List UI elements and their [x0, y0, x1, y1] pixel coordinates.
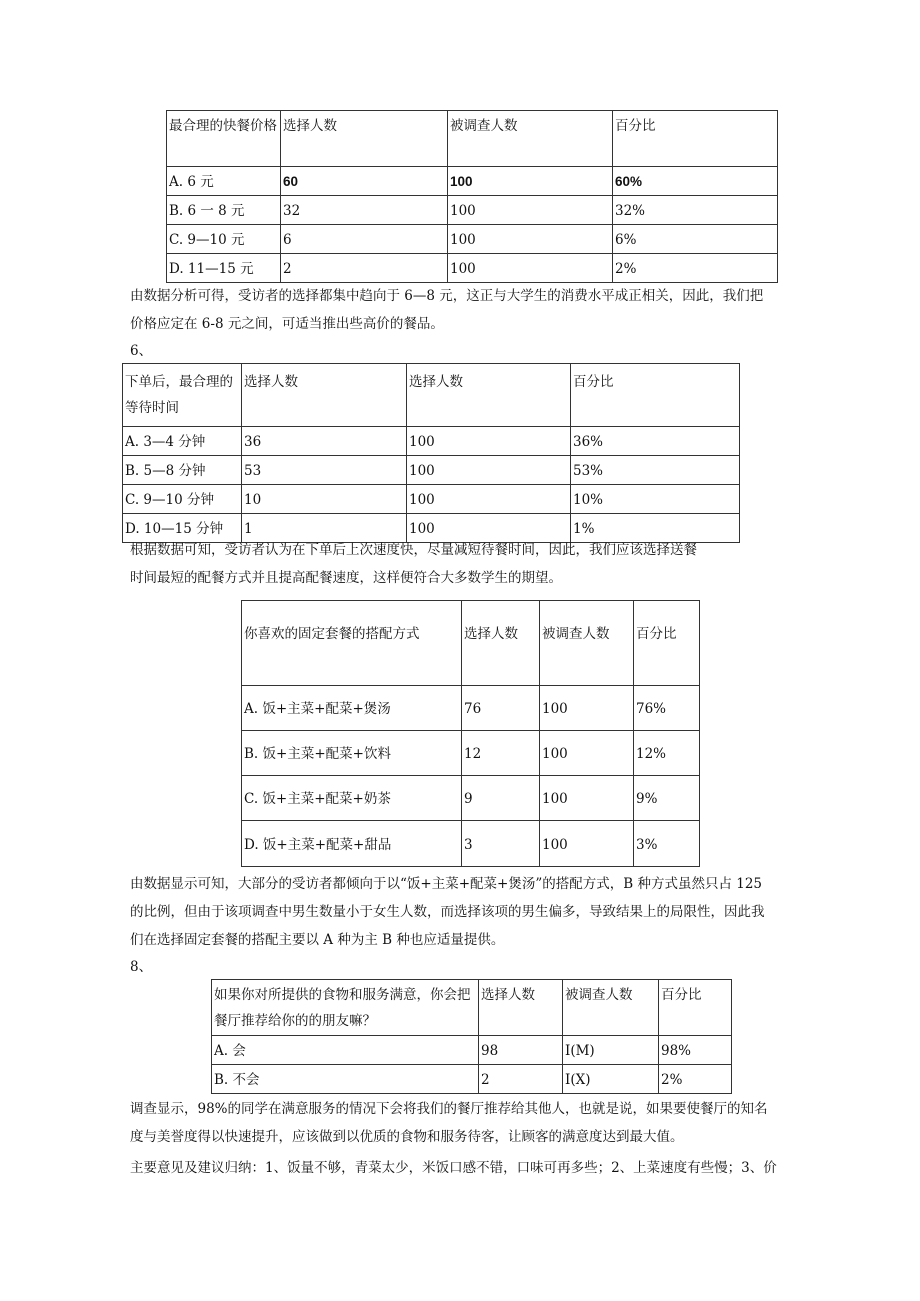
table-header-row [242, 601, 700, 686]
paragraph-line: 调查显示，98%的同学在满意服务的情况下会将我们的餐厅推荐给其他人，也就是说，如果要使餐厅的知名 [130, 1101, 768, 1117]
cell: 1 [242, 514, 407, 543]
header-cell: 最合理的快餐价格 [167, 111, 281, 167]
header-cell: 百分比 [659, 980, 732, 1036]
cell: 36% [571, 427, 740, 456]
set-meal-table [241, 600, 700, 867]
cell: 60% [613, 167, 778, 196]
recommend-table [211, 979, 732, 1094]
cell: 10% [571, 485, 740, 514]
table-row [167, 254, 778, 283]
cell: D. 11—15 元 [167, 254, 281, 283]
paragraph-line: 价格应定在 6-8 元之间，可适当推出些高价的餐品。 [130, 316, 444, 332]
header-cell: 选择人数 [407, 364, 571, 427]
cell: 32% [613, 196, 778, 225]
cell: 100 [407, 427, 571, 456]
cell: 1% [571, 514, 740, 543]
table-header-row [167, 111, 778, 167]
header-cell: 如果你对所提供的食物和服务满意，你会把餐厅推荐给你的的朋友嘛？ [212, 980, 479, 1036]
paragraph-line: 根据数据可知，受访者认为在下单后上次速度快，尽量减短待餐时间，因此，我们应该选择送餐 [130, 542, 697, 558]
cell: 98 [479, 1036, 563, 1065]
cell: 36 [242, 427, 407, 456]
header-cell: 百分比 [634, 601, 700, 686]
cell: D. 10—15 分钟 [123, 514, 242, 543]
header-cell: 选择人数 [462, 601, 540, 686]
cell: 100 [448, 254, 613, 283]
cell: 3 [462, 821, 540, 867]
cell: C. 9—10 分钟 [123, 485, 242, 514]
table-row [123, 427, 740, 456]
cell: 100 [407, 456, 571, 485]
cell: 100 [448, 196, 613, 225]
cell: 6% [613, 225, 778, 254]
table-row [242, 731, 700, 776]
cell: 76 [462, 686, 540, 731]
paragraph-line: 主要意见及建议归纳：1、饭量不够，青菜太少，米饭口感不错，口味可再多些；2、上菜速度有些慢；3、价 [130, 1160, 777, 1176]
cell: 12 [462, 731, 540, 776]
cell: 100 [448, 225, 613, 254]
cell: 100 [407, 485, 571, 514]
table-row [123, 456, 740, 485]
cell: 9% [634, 776, 700, 821]
cell: 76% [634, 686, 700, 731]
table-header-row [123, 364, 740, 427]
table-row [167, 225, 778, 254]
header-cell: 你喜欢的固定套餐的搭配方式 [242, 601, 462, 686]
cell: 32 [281, 196, 448, 225]
cell: 2% [613, 254, 778, 283]
paragraph-line: 由数据显示可知，大部分的受访者都倾向于以“饭+主菜+配菜+煲汤”的搭配方式，B 种方式虽然只占 125 [130, 876, 763, 892]
paragraph-line: 由数据分析可得，受访者的选择都集中趋向于 6—8 元，这正与大学生的消费水平成正相关，因此，我们把 [130, 288, 764, 304]
cell: C. 饭+主菜+配菜+奶茶 [242, 776, 462, 821]
section-number: 6、 [130, 343, 153, 359]
header-cell: 选择人数 [281, 111, 448, 167]
paragraph-line: 时间最短的配餐方式并且提高配餐速度，这样便符合大多数学生的期望。 [130, 570, 562, 586]
cell: A. 3—4 分钟 [123, 427, 242, 456]
section-number: 8、 [130, 959, 153, 975]
cell: 100 [407, 514, 571, 543]
paragraph-line: 度与美誉度得以快速提升，应该做到以优质的食物和服务待客，让顾客的满意度达到最大值。 [130, 1129, 684, 1145]
header-cell: 下单后，最合理的等待时间 [123, 364, 242, 427]
table-row [123, 514, 740, 543]
table-row [242, 821, 700, 867]
table-header-row [212, 980, 732, 1036]
price-table [166, 110, 778, 283]
header-cell: 选择人数 [242, 364, 407, 427]
cell: 53 [242, 456, 407, 485]
cell: B. 不会 [212, 1065, 479, 1094]
cell: 12% [634, 731, 700, 776]
header-cell: 选择人数 [479, 980, 563, 1036]
cell: A. 会 [212, 1036, 479, 1065]
cell: 10 [242, 485, 407, 514]
wait-time-table [122, 363, 740, 543]
header-cell: 百分比 [613, 111, 778, 167]
cell: 100 [540, 731, 634, 776]
cell: B. 5—8 分钟 [123, 456, 242, 485]
cell: 60 [281, 167, 448, 196]
table-row [167, 167, 778, 196]
cell: D. 饭+主菜+配菜+甜品 [242, 821, 462, 867]
cell: 9 [462, 776, 540, 821]
cell: C. 9—10 元 [167, 225, 281, 254]
cell: B. 6 一 8 元 [167, 196, 281, 225]
table-row [242, 776, 700, 821]
header-cell: 被调查人数 [563, 980, 659, 1036]
table-row [167, 196, 778, 225]
cell: 98% [659, 1036, 732, 1065]
header-cell: 百分比 [571, 364, 740, 427]
cell: A. 6 元 [167, 167, 281, 196]
cell: 2 [281, 254, 448, 283]
cell: 100 [540, 821, 634, 867]
paragraph-line: 们在选择固定套餐的搭配主要以 A 种为主 B 种也应适量提供。 [130, 932, 505, 948]
header-cell: 被调查人数 [540, 601, 634, 686]
cell: 100 [448, 167, 613, 196]
table-row [212, 1036, 732, 1065]
cell: 2 [479, 1065, 563, 1094]
cell: 2% [659, 1065, 732, 1094]
cell: I(X) [563, 1065, 659, 1094]
cell: B. 饭+主菜+配菜+饮料 [242, 731, 462, 776]
cell: A. 饭+主菜+配菜+煲汤 [242, 686, 462, 731]
cell: 53% [571, 456, 740, 485]
table-row [123, 485, 740, 514]
cell: 100 [540, 686, 634, 731]
paragraph-line: 的比例，但由于该项调查中男生数量小于女生人数，而选择该项的男生偏多，导致结果上的局限性，因此我 [130, 904, 765, 920]
cell: 3% [634, 821, 700, 867]
cell: 6 [281, 225, 448, 254]
cell: 100 [540, 776, 634, 821]
table-row [212, 1065, 732, 1094]
cell: I(M) [563, 1036, 659, 1065]
header-cell: 被调查人数 [448, 111, 613, 167]
table-row [242, 686, 700, 731]
